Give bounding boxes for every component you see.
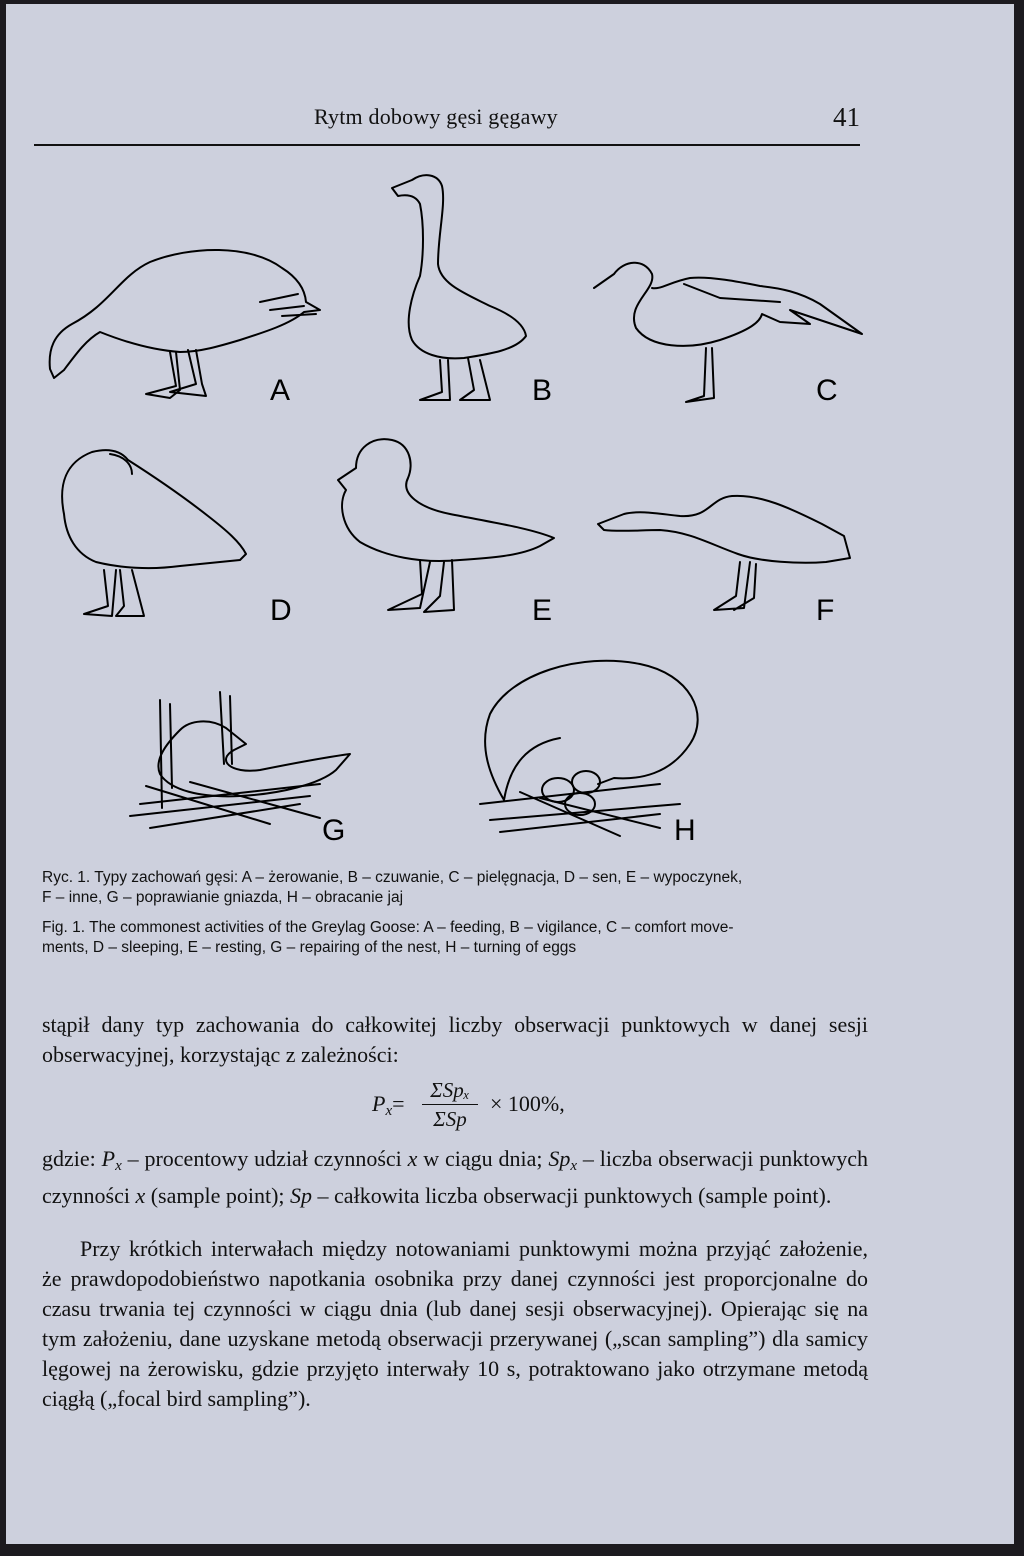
running-title: Rytm dobowy gęsi gęgawy xyxy=(314,104,558,129)
panel-letter-a: A xyxy=(270,374,291,407)
paragraph-1: stąpił dany typ zachowania do całkowitej liczby obserwacji punktowych w danej sesji obserwacyjnej, korzystając z zależności: xyxy=(42,1012,868,1067)
figure-caption-english xyxy=(42,918,872,958)
paragraph-3: Przy krótkich interwałach między notowaniami punktowymi można przyjąć założenie, że prawdopodobieństwo napotkania osobnika przy danej czynności jest proporcjonalne do czasu trwania tej czynności w ciągu dnia (lub danej sesji obserwacyjnej). Opierając się na tym założeniu, dane uzyskane metodą obserwacji przerywanej („scan sampling”) dla samicy lęgowej na żerowisku, gdzie przyjęto interwały 10 s, potraktowano jako otrzymane metodą ciągłą („focal bird sampling”). xyxy=(42,1236,868,1411)
percentage-formula xyxy=(42,1076,868,1138)
book-page xyxy=(6,4,1014,1544)
goose-drawing-a xyxy=(50,250,320,407)
goose-drawing-f xyxy=(598,496,850,627)
goose-drawing-e xyxy=(338,439,554,627)
panel-letter-b: B xyxy=(532,374,553,407)
goose-drawing-h xyxy=(480,661,698,847)
page-number: 41 xyxy=(833,102,860,132)
goose-drawings xyxy=(20,164,890,864)
caption-line: Ryc. 1. Typy zachowań gęsi: A – żerowanie, B – czuwanie, C – pielęgnacja, D – sen, E – wypoczynek, xyxy=(42,869,743,886)
caption-line: ments, D – sleeping, E – resting, G – repairing of the nest, H – turning of eggs xyxy=(42,939,577,956)
formula-rhs: × 100%, xyxy=(490,1091,565,1116)
panel-letter-g: G xyxy=(322,814,346,847)
goose-drawing-g xyxy=(130,692,350,847)
formula-numerator: ΣSpₓ xyxy=(430,1078,470,1102)
paragraph-2: gdzie: $P_x$ – procentowy udział czynności x w ciągu dnia; $Sp_x$ – liczba obserwacji punktowych czynności x (sample point); Sp – całkowita liczba obserwacji punktowych (sample point). xyxy=(42,1146,869,1208)
panel-letter-f: F xyxy=(816,594,835,627)
goose-drawing-b xyxy=(392,175,552,407)
panel-letter-h: H xyxy=(674,814,696,847)
figure-caption-polish xyxy=(42,868,872,908)
formula-lhs: $P_x=$ xyxy=(372,1091,405,1119)
caption-line: Fig. 1. The commonest activities of the Greylag Goose: A – feeding, B – vigilance, C – comfort move- xyxy=(42,919,734,936)
caption-line: F – inne, G – poprawianie gniazda, H – obracanie jaj xyxy=(42,889,404,906)
goose-drawing-d xyxy=(62,450,292,627)
panel-letter-c: C xyxy=(816,374,838,407)
formula-denominator: ΣSp xyxy=(433,1107,467,1131)
page-header xyxy=(34,100,860,146)
goose-behaviour-figure xyxy=(20,164,890,864)
panel-letter-e: E xyxy=(532,594,553,627)
goose-drawing-c xyxy=(594,263,862,407)
panel-letter-d: D xyxy=(270,594,292,627)
formula-fraction xyxy=(420,1076,480,1133)
